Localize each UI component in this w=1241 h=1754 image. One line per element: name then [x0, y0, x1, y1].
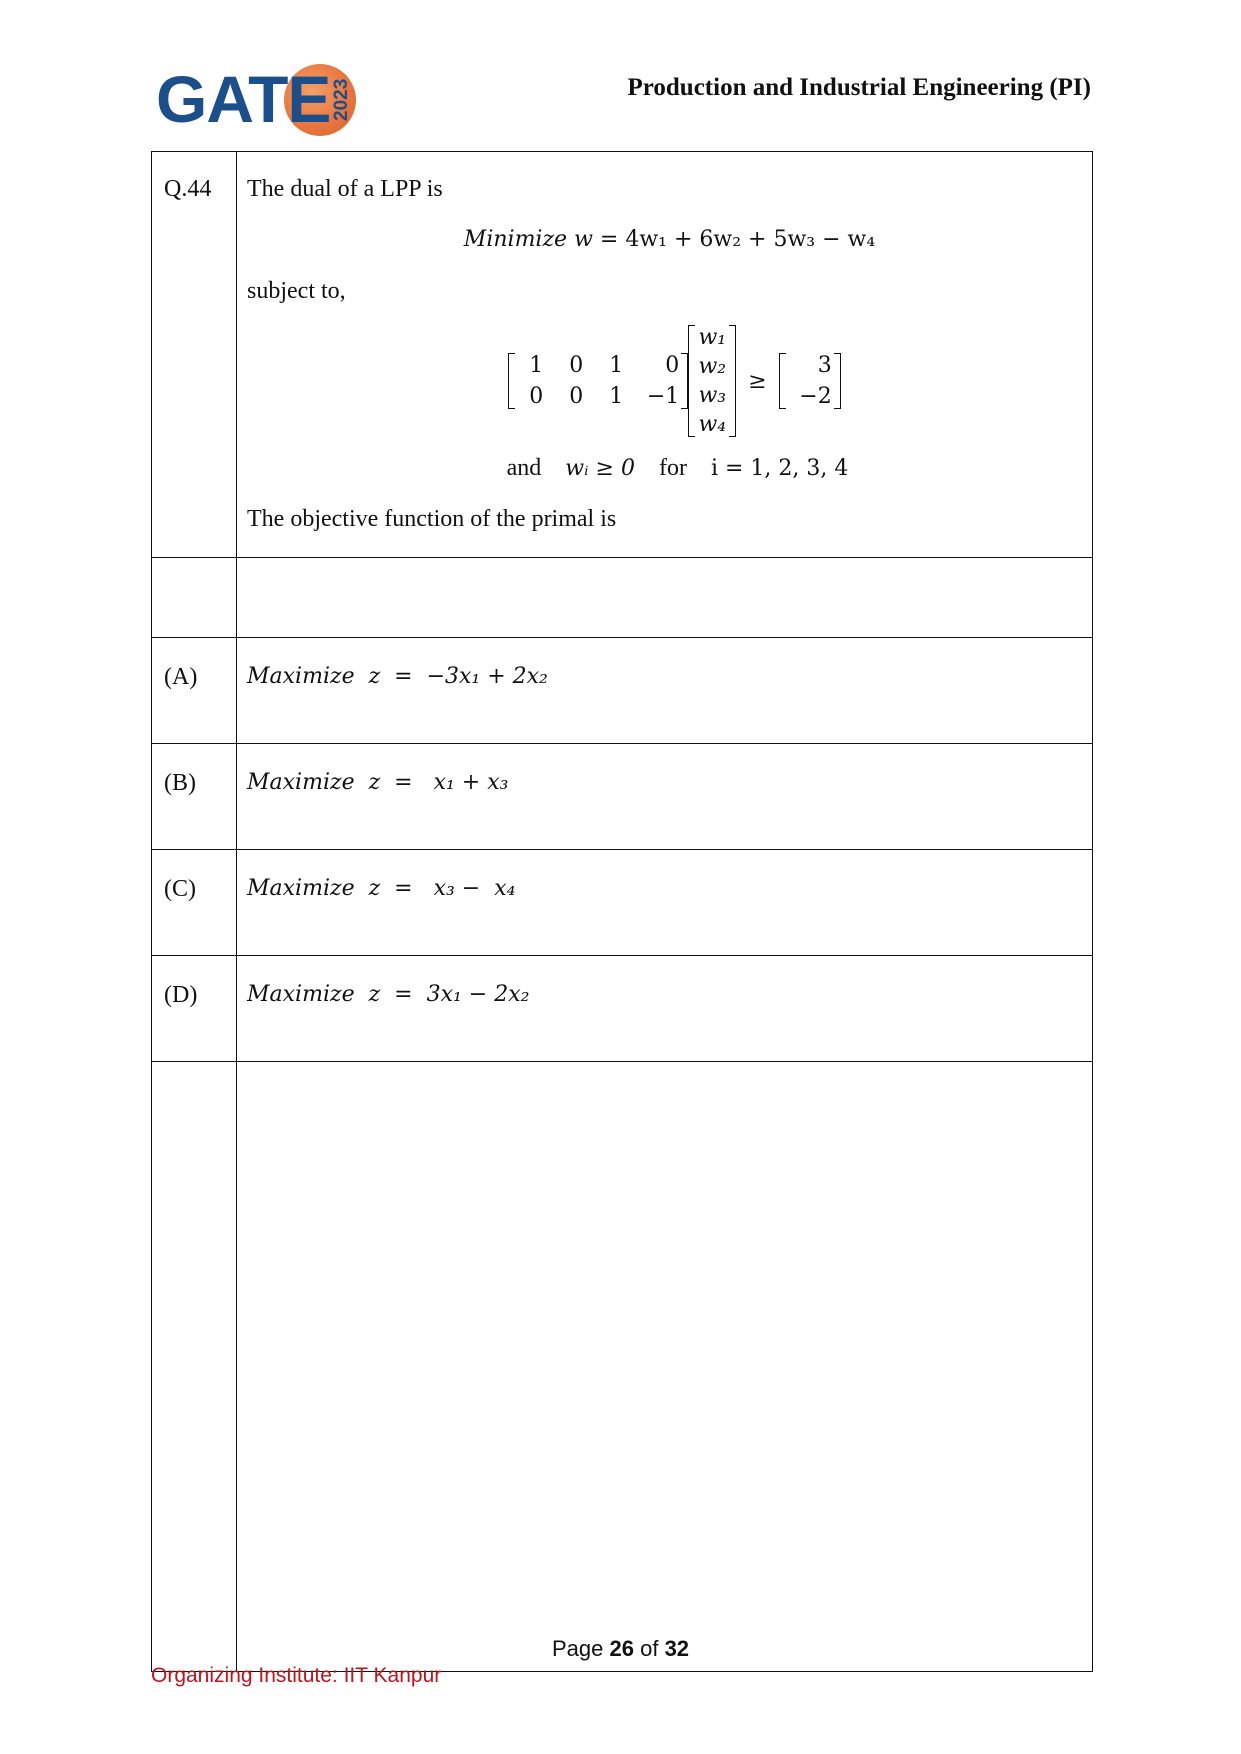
paper-title: Production and Industrial Engineering (PI) — [627, 74, 1091, 101]
matrix-cell: 1 — [609, 353, 624, 378]
question-intro: The dual of a LPP is — [247, 176, 443, 202]
option-label: (A) — [152, 638, 237, 744]
page-prefix: Page — [551, 1636, 604, 1661]
option-label: (C) — [152, 850, 237, 956]
rhs-vector — [779, 353, 841, 409]
logo-text: GATE — [156, 62, 331, 136]
constraint-equation — [247, 325, 1082, 437]
option-label: (B) — [152, 744, 237, 850]
objective-var: w — [574, 227, 593, 252]
coefficient-matrix — [508, 353, 688, 409]
question-row — [152, 152, 1093, 558]
vector-cell: w₄ — [698, 412, 727, 437]
question-number: Q.44 — [152, 152, 237, 558]
matrix-cell: 1 — [529, 353, 544, 378]
page-current: 26 — [609, 1636, 634, 1661]
cond-var: wᵢ ≥ 0 — [565, 456, 635, 481]
objective-prefix: Minimize — [463, 227, 568, 252]
empty-answer-area — [152, 1062, 1093, 1672]
objective-function — [247, 227, 1082, 252]
blank-row — [152, 558, 1093, 638]
cond-and: and — [506, 455, 542, 481]
logo-year: 2023 — [331, 78, 352, 122]
inequality-sign: ≥ — [748, 368, 767, 394]
page-total: 32 — [664, 1636, 690, 1661]
option-text: Maximize z = 3x₁ − 2x₂ — [237, 956, 1093, 1062]
question-closing: The objective function of the primal is — [247, 506, 617, 532]
option-label: (D) — [152, 956, 237, 1062]
cond-index: i = 1, 2, 3, 4 — [710, 456, 849, 481]
question-table — [151, 151, 1093, 1672]
gate-logo — [156, 60, 366, 140]
cond-for: for — [658, 455, 687, 481]
option-row-d — [152, 956, 1093, 1062]
rhs-cell: 3 — [817, 353, 832, 378]
objective-rhs: = 4w₁ + 6w₂ + 5w₃ − w₄ — [599, 227, 876, 252]
option-text: Maximize z = x₁ + x₃ — [237, 744, 1093, 850]
option-text: Maximize z = x₃ − x₄ — [237, 850, 1093, 956]
question-body — [237, 152, 1093, 558]
option-text: Maximize z = −3x₁ + 2x₂ — [237, 638, 1093, 744]
variable-vector — [688, 325, 736, 437]
matrix-cell: 1 — [609, 384, 624, 409]
organizing-institute: Organizing Institute: IIT Kanpur — [151, 1664, 442, 1687]
option-row-c — [152, 850, 1093, 956]
matrix-cell: 0 — [529, 384, 544, 409]
page-number — [0, 1636, 1241, 1662]
non-negativity-condition — [247, 455, 1082, 482]
option-row-a — [152, 638, 1093, 744]
matrix-cell: 0 — [569, 384, 584, 409]
vector-cell: w₁ — [698, 325, 727, 350]
option-row-b — [152, 744, 1093, 850]
vector-cell: w₂ — [698, 354, 727, 379]
rhs-cell: −2 — [799, 384, 832, 409]
vector-cell: w₃ — [698, 383, 727, 408]
matrix-cell: −1 — [646, 384, 680, 409]
subject-to-label: subject to, — [247, 278, 346, 304]
matrix-cell: 0 — [569, 353, 584, 378]
page-of: of — [640, 1636, 659, 1661]
matrix-cell: 0 — [665, 353, 680, 378]
